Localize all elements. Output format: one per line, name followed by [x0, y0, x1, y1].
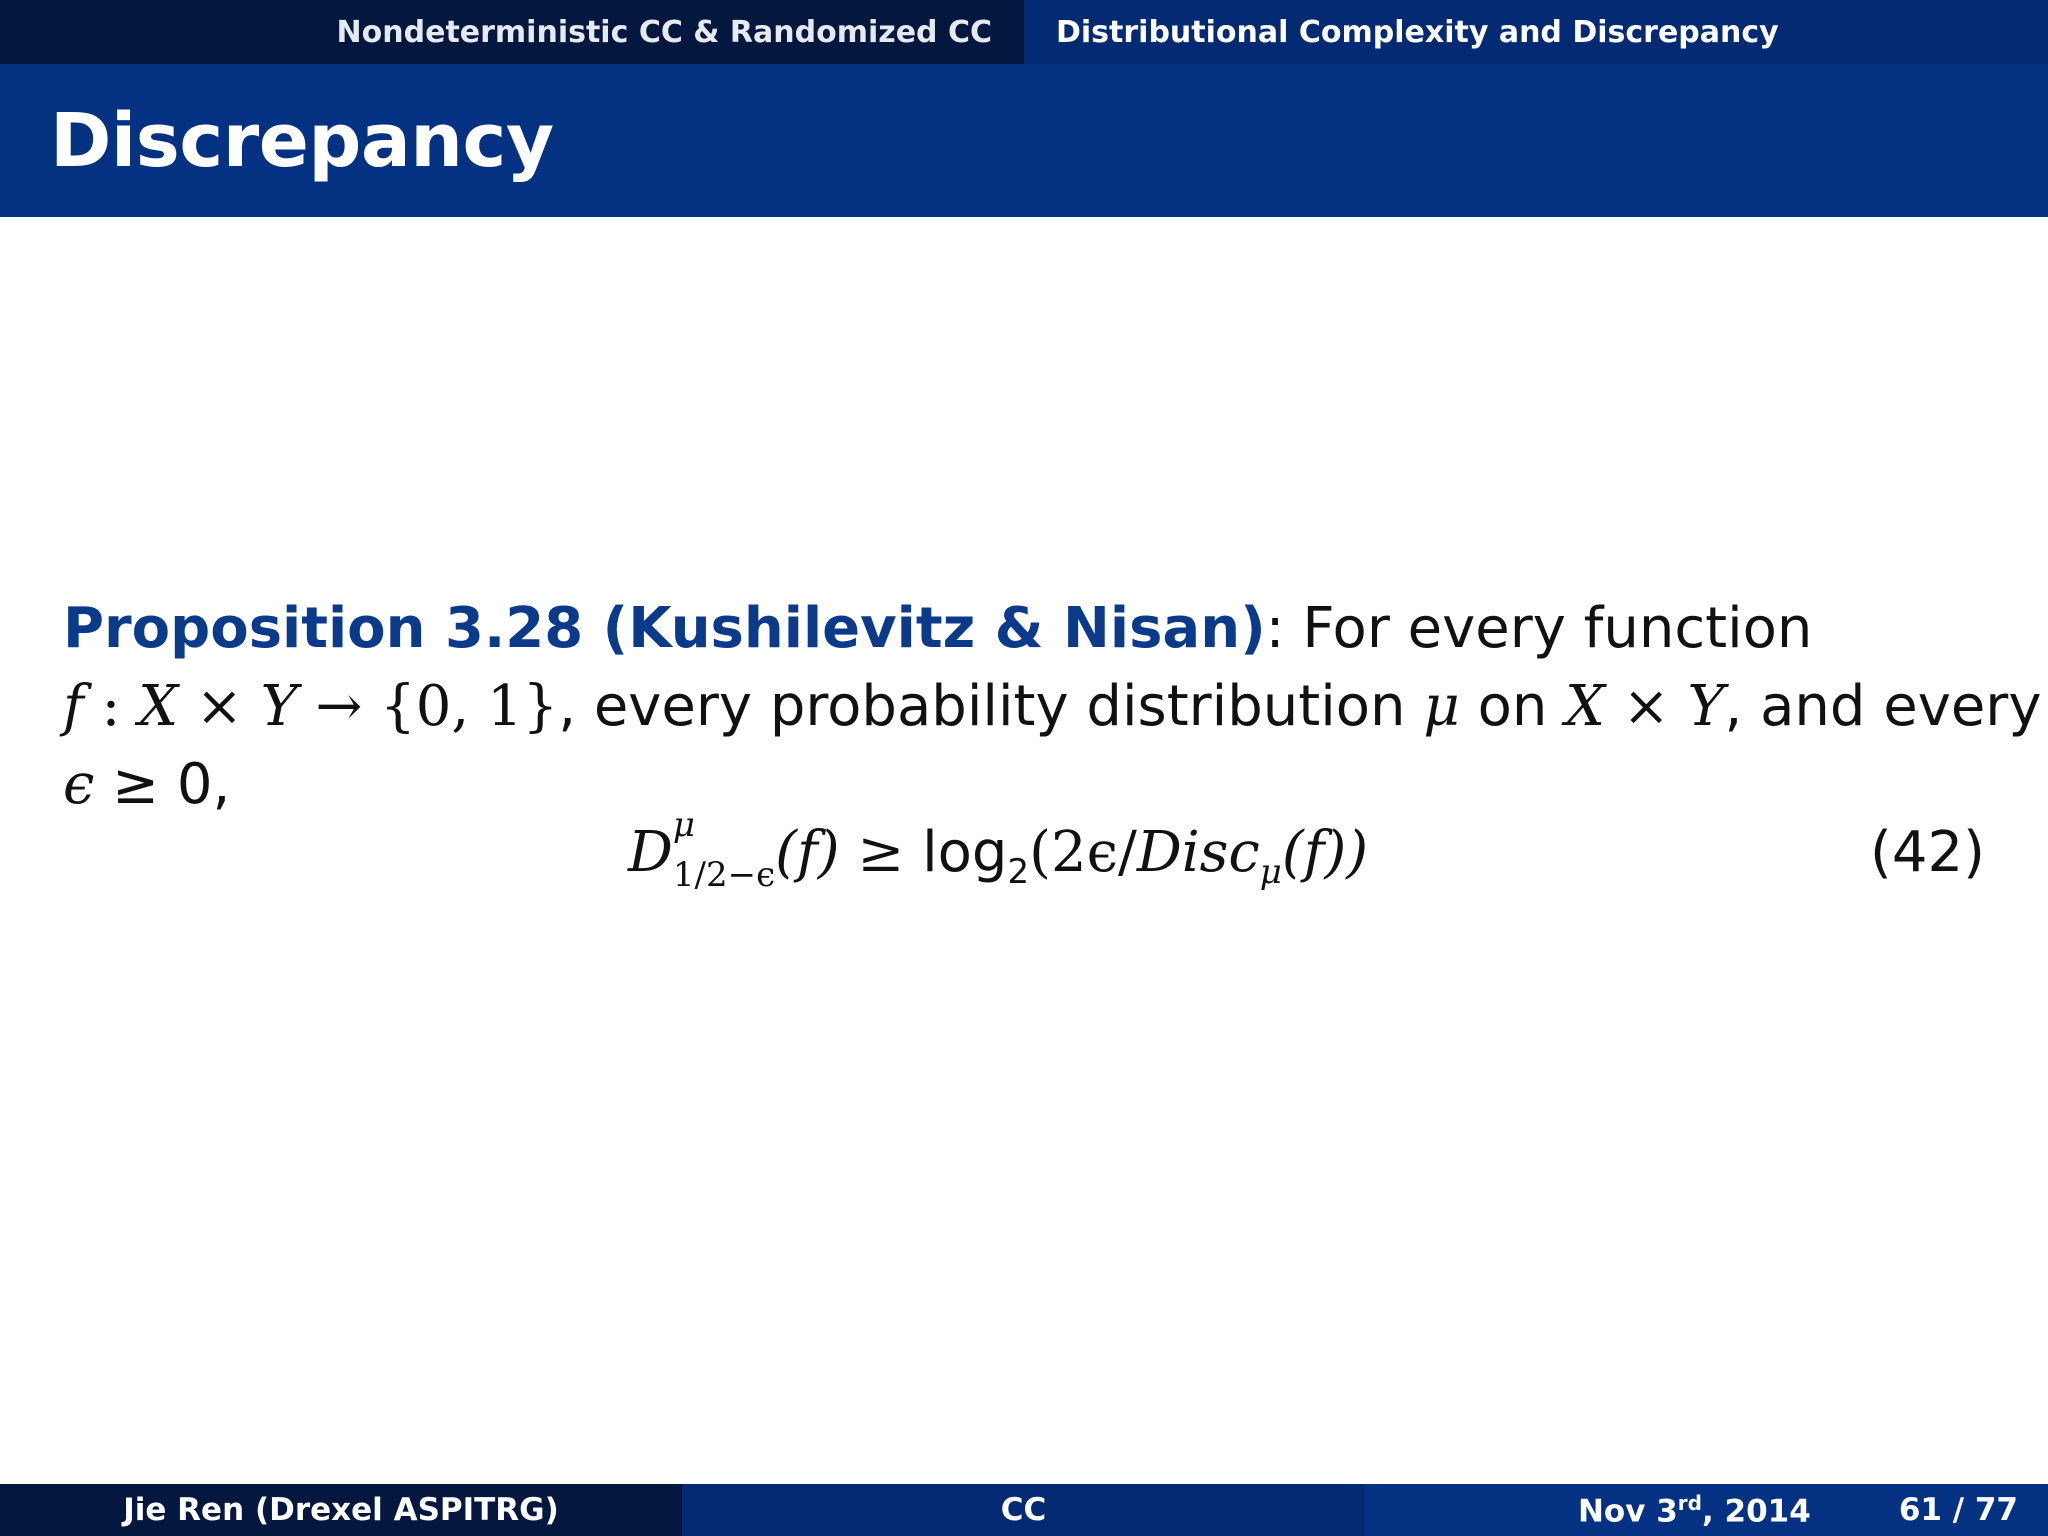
math-y-2: Y [1687, 674, 1725, 739]
proposition-line-2 [63, 668, 2042, 746]
math-geq-zero: ≥ 0, [94, 752, 231, 817]
eq-geq: ≥ [839, 820, 923, 885]
equation-row [63, 804, 1985, 910]
eq-disc: Disc [1136, 820, 1260, 885]
footer-page-number: 61 / 77 [1898, 1492, 2018, 1528]
eq-sup-mu: μ [672, 804, 696, 845]
math-x: X [138, 674, 179, 739]
frame-title-bar [0, 64, 2048, 217]
eq-disc-arg: (f)) [1281, 820, 1369, 885]
slide-content [63, 590, 2042, 824]
eq-lhs-arg: (f) [775, 820, 840, 885]
math-y: Y [260, 674, 298, 739]
equation-42 [628, 804, 1369, 895]
proposition-line-3 [63, 746, 1983, 824]
footer-bar [0, 1484, 2048, 1536]
math-times: × [178, 674, 261, 739]
text-every-distribution: , every probability distribution [558, 674, 1424, 739]
footer-date-sup: rd [1677, 1490, 1702, 1515]
nav-right-panel [1024, 0, 2048, 64]
footer-short-title: CC [1000, 1492, 1047, 1528]
nav-section-nondeterministic[interactable]: Nondeterministic CC & Randomized CC [336, 14, 992, 50]
eq-rhs-open: (2ϵ/ [1029, 820, 1137, 885]
nav-section-distributional[interactable]: Distributional Complexity and Discrepancy [1056, 14, 1779, 50]
math-x-2: X [1565, 674, 1605, 739]
equation-number: (42) [1870, 820, 1985, 885]
footer-date-cell [1365, 1484, 2048, 1536]
math-codomain: → {0, 1} [297, 674, 559, 739]
frame-title: Discrepancy [50, 97, 554, 184]
footer-author-cell [0, 1484, 682, 1536]
proposition-intro: : For every function [1265, 596, 1813, 661]
footer-title-cell [682, 1484, 1365, 1536]
math-mu: μ [1423, 674, 1460, 739]
footer-author: Jie Ren (Drexel ASPITRG) [123, 1492, 559, 1528]
math-epsilon: ϵ [63, 752, 95, 817]
section-navigation [0, 0, 2048, 64]
text-and-every: , and every [1724, 674, 2042, 739]
footer-date [1578, 1491, 1811, 1529]
footer-date-suffix: , 2014 [1701, 1493, 1811, 1530]
footer-date-prefix: Nov 3 [1577, 1493, 1678, 1530]
eq-log-base: 2 [1007, 852, 1030, 893]
text-on: on [1459, 674, 1566, 739]
eq-log: log [922, 820, 1008, 885]
eq-d: D [628, 820, 673, 885]
math-times-2: × [1605, 674, 1688, 739]
proposition-heading: Proposition 3.28 (Kushilevitz & Nisan) [63, 596, 1266, 661]
nav-left-panel [0, 0, 1024, 64]
proposition-line-1 [63, 590, 1983, 668]
eq-sub-half-minus-eps: 1/2−ϵ [672, 854, 776, 895]
math-colon: : [83, 674, 139, 739]
eq-disc-sub-mu: μ [1259, 852, 1282, 893]
math-f: f [63, 674, 84, 739]
